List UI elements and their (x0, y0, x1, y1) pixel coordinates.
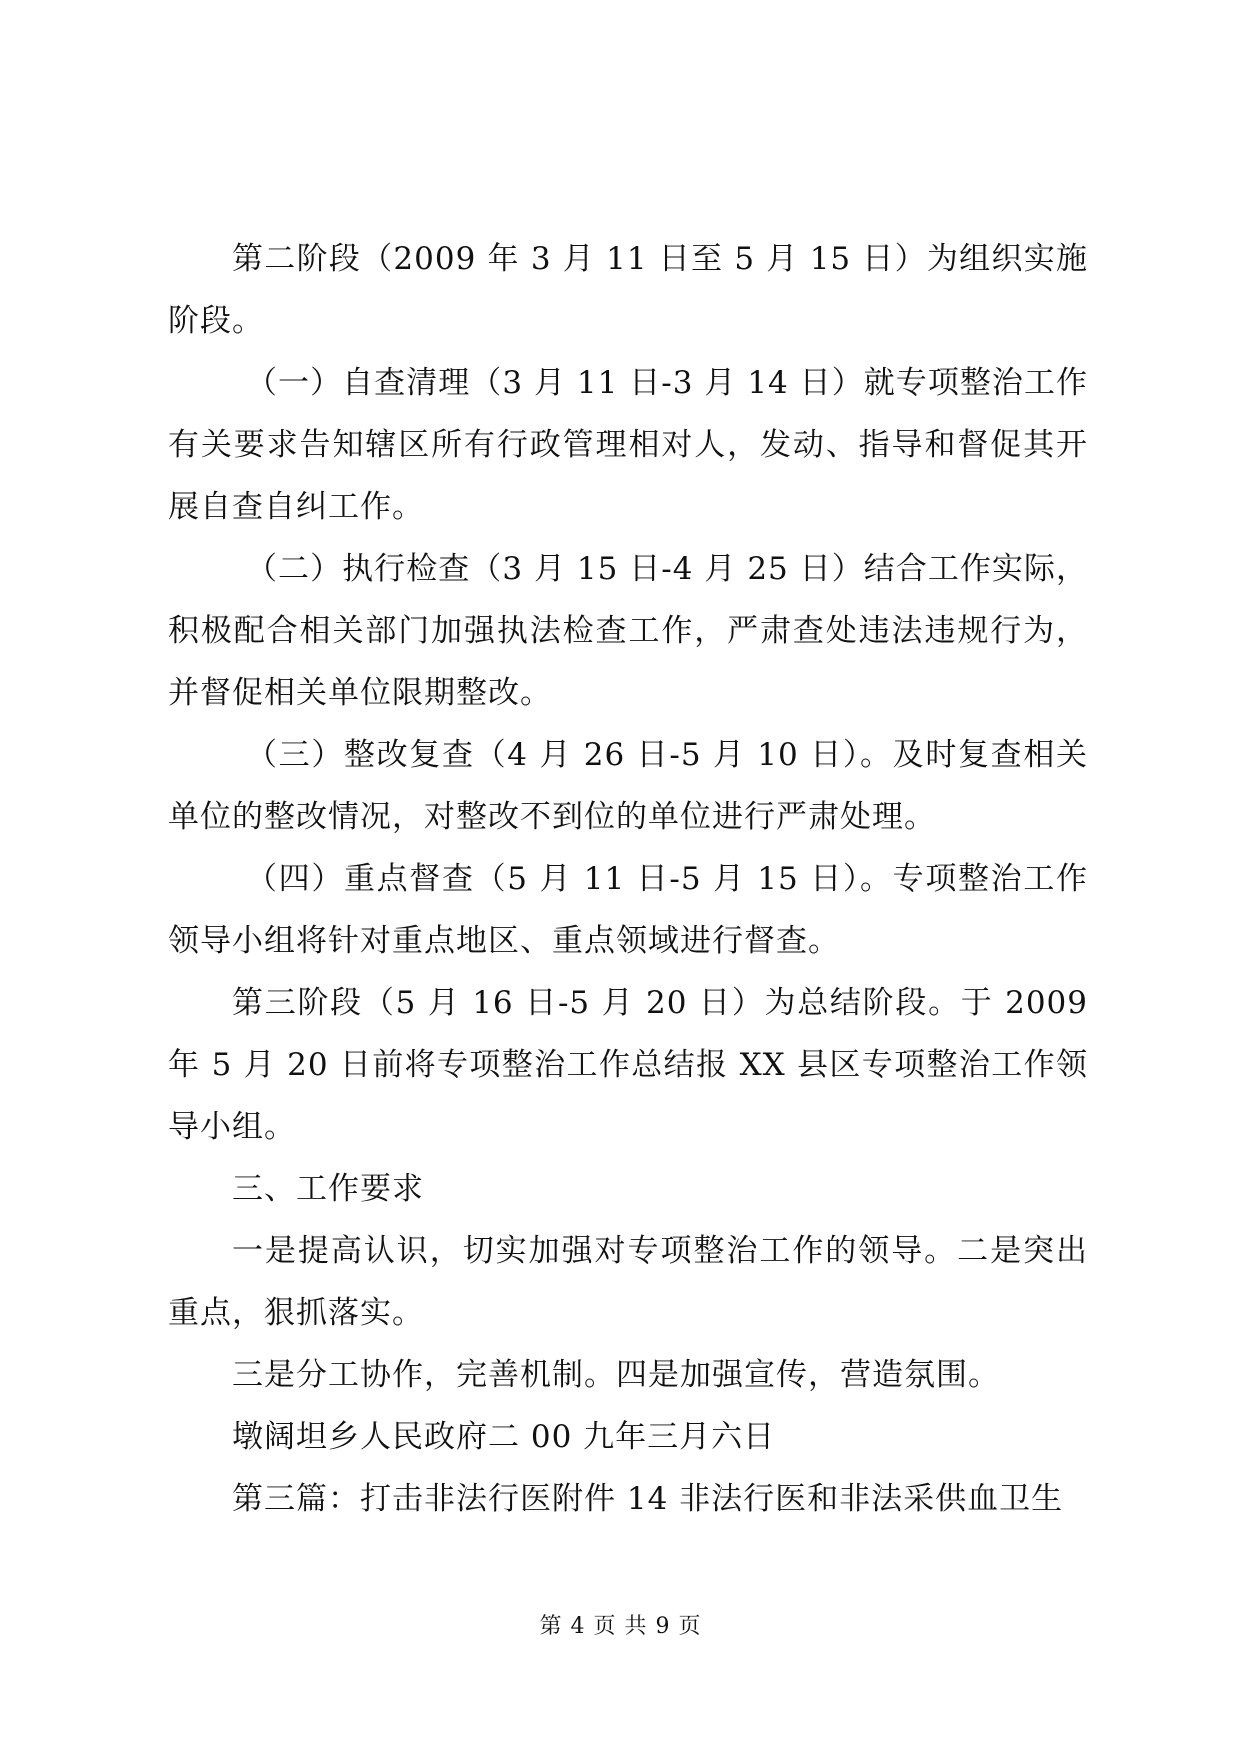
paragraph-key-supervision: （四）重点督查（5 月 11 日-5 月 15 日）。专项整治工作领导小组将针对重点地区、重点领域进行督查。 (168, 861, 1088, 959)
page-number-footer: 第 4 页 共 9 页 (539, 1614, 702, 1639)
paragraph-requirements-2: 三是分工协作，完善机制。四是加强宣传，营造氛围。 (232, 1357, 1000, 1393)
paragraph-stage-two: 第二阶段（2009 年 3 月 11 日至 5 月 15 日）为组织实施阶段。 (168, 241, 1088, 339)
paragraph-rectification-review: （三）整改复查（4 月 26 日-5 月 10 日）。及时复查相关单位的整改情况，对整改不到位的单位进行严肃处理。 (168, 737, 1088, 835)
section-heading-work-requirements: 三、工作要求 (232, 1171, 424, 1207)
paragraph-self-inspection: （一）自查清理（3 月 11 日-3 月 14 日）就专项整治工作有关要求告知辖区所有行政管理相对人，发动、指导和督促其开展自查自纠工作。 (168, 365, 1088, 525)
paragraph-signature-date: 墩阔坦乡人民政府二 00 九年三月六日 (232, 1419, 776, 1455)
paragraph-requirements-1: 一是提高认识，切实加强对专项整治工作的领导。二是突出重点，狠抓落实。 (168, 1233, 1088, 1331)
document-body (168, 228, 1088, 1530)
paragraph-enforcement-inspection: （二）执行检查（3 月 15 日-4 月 25 日）结合工作实际，积极配合相关部门加强执法检查工作，严肃查处违法违规行为，并督促相关单位限期整改。 (168, 551, 1088, 711)
paragraph-stage-three: 第三阶段（5 月 16 日-5 月 20 日）为总结阶段。于 2009 年 5 月 20 日前将专项整治工作总结报 XX 县区专项整治工作领导小组。 (168, 985, 1088, 1145)
paragraph-third-article-title: 第三篇：打击非法行医附件 14 非法行医和非法采供血卫生 (232, 1481, 1064, 1517)
